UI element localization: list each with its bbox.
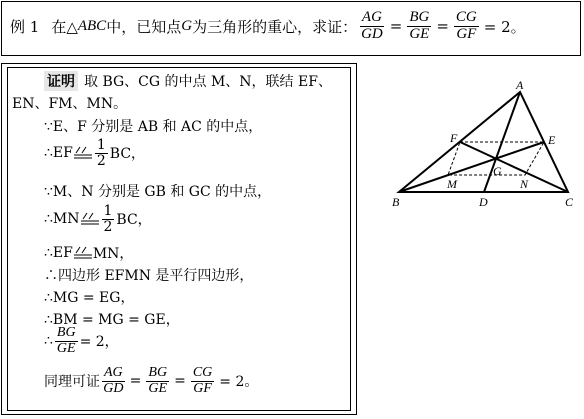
label-n: N — [520, 177, 529, 191]
fraction-num: AG — [104, 365, 123, 380]
proof-text: ∴MG = EG， — [44, 290, 135, 306]
fraction-cg-gf — [191, 366, 214, 396]
fraction-half — [95, 138, 108, 168]
proof-line-6 — [44, 204, 152, 234]
fraction-den: GE — [409, 25, 430, 42]
fraction-den: 2 — [103, 218, 113, 235]
proof-text: ∴MN — [44, 211, 80, 228]
proof-text: BC， — [109, 146, 146, 163]
fraction-ag-gd — [359, 10, 385, 43]
fraction-bg-ge — [55, 326, 78, 356]
problem-text-b: 中，已知点 — [106, 17, 182, 36]
fraction-den: GF — [456, 25, 477, 42]
example-label: 例 1 — [10, 17, 40, 36]
fraction-num: 1 — [103, 203, 113, 219]
fraction-num: BG — [409, 9, 430, 25]
proof-line-5 — [44, 181, 271, 201]
fraction-num: BG — [56, 325, 76, 340]
fraction-cg-gf — [454, 10, 479, 43]
proof-line-12 — [44, 366, 261, 396]
label-e: E — [548, 133, 556, 147]
proof-text: ∴ — [44, 333, 53, 350]
equals-sign: = — [129, 373, 142, 390]
fraction-den: GD — [103, 380, 124, 396]
proof-line-8 — [44, 265, 253, 285]
proof-text: BC， — [116, 212, 152, 229]
proof-text: ∴EF — [44, 145, 73, 162]
proof-line-2 — [12, 93, 127, 113]
proof-badge: 证明 — [44, 71, 78, 91]
proof-text: ∵M、N 分别是 GB 和 GC 的中点， — [44, 184, 272, 200]
proof-line-3 — [44, 116, 262, 136]
fraction-den: GD — [361, 25, 383, 42]
fraction-num: AG — [361, 9, 382, 25]
problem-text-a: 在△ — [51, 17, 78, 36]
label-m: M — [447, 177, 457, 191]
fraction-ag-gd — [102, 366, 125, 396]
proof-line-4 — [44, 138, 145, 168]
problem-result: = 2。 — [483, 17, 526, 36]
proof-line-11 — [44, 326, 119, 356]
fraction-den: GE — [56, 340, 76, 356]
fraction-bg-ge — [407, 10, 431, 43]
proof-content — [7, 67, 351, 411]
proof-text: ∴BM = MG = GE， — [44, 312, 180, 328]
equals-sign: = — [389, 17, 403, 36]
fraction-half — [102, 204, 115, 234]
label-a: A — [516, 78, 524, 92]
proof-text: = 2， — [79, 334, 119, 351]
problem-box — [1, 1, 581, 56]
fraction-bg-ge — [146, 366, 169, 396]
point-g: G — [181, 17, 193, 34]
fraction-den: GF — [193, 380, 212, 396]
fraction-num: CG — [455, 9, 477, 25]
proof-text: ∴四边形 EFMN 是平行四边形， — [44, 268, 254, 284]
proof-text: ∴EF — [44, 245, 73, 261]
equals-sign: = — [436, 17, 449, 36]
fraction-num: 1 — [96, 137, 106, 153]
triangle-name: ABC — [77, 17, 107, 34]
triangle-figure — [388, 72, 578, 217]
fraction-num: BG — [148, 365, 168, 380]
proof-text: 同理可证 — [44, 374, 100, 391]
proof-line-7 — [44, 243, 133, 263]
label-f: F — [450, 131, 458, 145]
proof-text: = 2。 — [219, 374, 259, 391]
parallel-equal-symbol — [81, 212, 99, 226]
median-cf — [460, 142, 568, 192]
proof-text: EN、FM、MN。 — [12, 96, 128, 112]
problem-statement — [10, 10, 529, 43]
proof-box — [1, 63, 357, 415]
proof-text: MN， — [92, 246, 134, 262]
label-c: C — [565, 195, 574, 209]
proof-line-9 — [44, 287, 134, 307]
problem-text-c: 为三角形的重心，求证： — [192, 17, 358, 36]
parallel-equal-symbol — [74, 246, 92, 260]
label-b: B — [392, 195, 400, 209]
proof-text: 取 BG、CG 的中点 M、N，联结 EF、 — [84, 74, 332, 90]
fraction-num: CG — [192, 365, 213, 380]
parallel-equal-symbol — [74, 146, 92, 160]
fraction-den: 2 — [96, 152, 106, 169]
proof-text: ∵E、F 分别是 AB 和 AC 的中点， — [44, 119, 263, 135]
fraction-den: GE — [148, 380, 168, 396]
label-g: G — [493, 164, 502, 178]
label-d: D — [479, 195, 488, 209]
equals-sign: = — [174, 373, 186, 390]
proof-line-1 — [44, 71, 332, 91]
